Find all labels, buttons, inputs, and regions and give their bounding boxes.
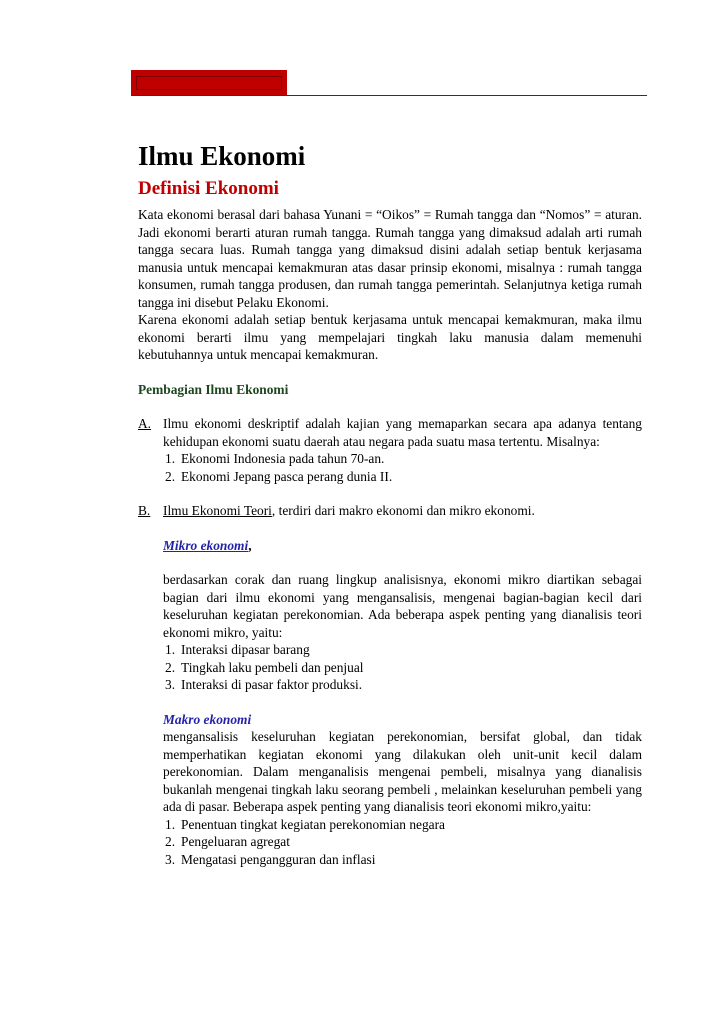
item-b [138, 502, 642, 868]
header-rule [131, 95, 647, 96]
makro-body: mengansalisis keseluruhan kegiatan perekonomian, bersifat global, dan tidak memperhatikan kegiatan ekonomi yang dilakukan oleh unit-unit kecil dalam perekonomian. Dalam menganalisis mengenai pembeli, misalnya yang dianalisis bukanlah mengenai tingkah laku seorang pembeli , melainkan keseluruhan pembeli yang ada di pasar. Beberapa aspek penting yang dianalisis teori ekonomi mikro,yaitu: [163, 729, 642, 814]
intro-paragraph: Kata ekonomi berasal dari bahasa Yunani = “Oikos” = Rumah tangga dan “Nomos” = aturan. Jadi ekonomi berarti aturan rumah tangga. Rumah tangga yang dimaksud adalah arti rumah tangga secara luas. Rumah tangga yang dimaksud disini adalah setiap bentuk kerjasama manusia untuk mencapai kemakmuran atas dasar prinsip ekonomi, misalnya : rumah tangga konsumen, rumah tangga produsen, dan rumah tangga pemerintah. Selanjutnya ketiga rumah tangga ini disebut Pelaku Ekonomi. [138, 207, 642, 310]
mikro-heading: Mikro ekonomi, [163, 537, 252, 553]
section-title: Pembagian Ilmu Ekonomi [138, 381, 289, 397]
mikro-ekonomi-link[interactable]: Mikro ekonomi [163, 537, 249, 553]
page-title: Ilmu Ekonomi [138, 141, 306, 171]
item-b-text: Ilmu Ekonomi Teori, terdiri dari makro ekonomi dan mikro ekonomi. [163, 503, 535, 518]
makro-ekonomi-heading: Makro ekonomi [163, 711, 252, 727]
document-body [138, 138, 642, 868]
list-item: 1. Penentuan tingkat kegiatan perekonomian negara [165, 816, 445, 832]
list-item: 3. Mengatasi pengangguran dan inflasi [165, 851, 376, 867]
header-decoration-inner [136, 76, 282, 90]
item-a [138, 415, 642, 485]
item-b-letter: B. [138, 503, 151, 518]
ilmu-ekonomi-teori-link[interactable]: Ilmu Ekonomi Teori [163, 503, 272, 518]
list-item: 1. Ekonomi Indonesia pada tahun 70-an. [165, 451, 385, 466]
makro-list [163, 816, 642, 869]
mikro-list [163, 641, 642, 694]
list-item: 2. Ekonomi Jepang pasca perang dunia II. [165, 468, 393, 484]
list-item: 2. Pengeluaran agregat [165, 834, 290, 849]
item-a-list [163, 450, 642, 485]
second-paragraph: Karena ekonomi adalah setiap bentuk kerjasama untuk mencapai kemakmuran, maka ilmu ekonomi berarti ilmu yang mempelajari tingkah laku manusia dalam memenuhi kebutuhannya untuk mencapai kemakmuran. [138, 312, 642, 362]
list-item: 2. Tingkah laku pembeli dan penjual [165, 659, 364, 675]
list-item: 3. Interaksi di pasar faktor produksi. [165, 677, 363, 692]
section-subtitle: Definisi Ekonomi [138, 178, 279, 199]
item-a-text: Ilmu ekonomi deskriptif adalah kajian yang memaparkan secara apa adanya tentang kehidupan ekonomi suatu daerah atau negara pada suatu masa tertentu. Misalnya: [163, 416, 642, 449]
mikro-body: berdasarkan corak dan ruang lingkup analisisnya, ekonomi mikro diartikan sebagai bagian dari ilmu ekonomi yang mengansalisis, mengenai bagian-bagian kecil dari keseluruhan kegiatan perekonomian. Ada beberapa aspek penting yang dianalisis teori ekonomi mikro, yaitu: [163, 572, 642, 640]
item-a-letter: A. [138, 416, 152, 431]
header-decoration-bar [131, 70, 287, 96]
makro-heading [163, 711, 642, 729]
list-item: 1. Interaksi dipasar barang [165, 642, 310, 657]
